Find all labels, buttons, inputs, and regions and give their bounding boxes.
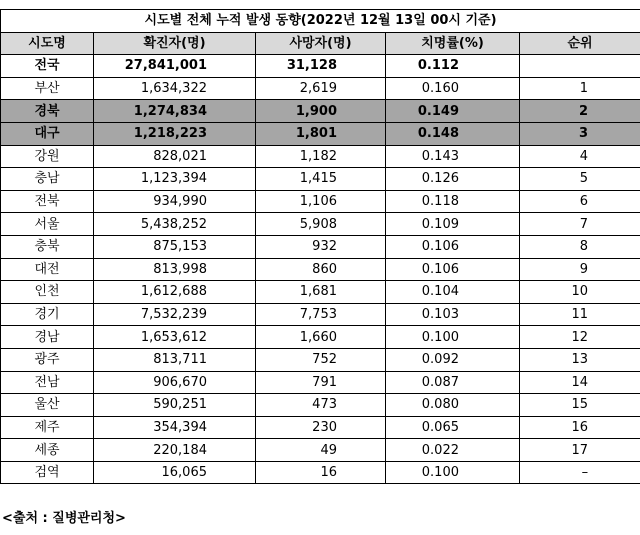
cell-region: 경북 bbox=[1, 100, 94, 123]
cell-deaths: 752 bbox=[256, 348, 386, 371]
cell-region: 경남 bbox=[1, 326, 94, 349]
cell-fatality: 0.065 bbox=[386, 416, 520, 439]
cell-rank: 12 bbox=[520, 326, 640, 349]
cell-region: 울산 bbox=[1, 394, 94, 417]
cell-deaths: 860 bbox=[256, 258, 386, 281]
cell-region: 제주 bbox=[1, 416, 94, 439]
cell-fatality: 0.160 bbox=[386, 77, 520, 100]
cell-fatality: 0.118 bbox=[386, 190, 520, 213]
cell-fatality: 0.087 bbox=[386, 371, 520, 394]
cell-deaths: 2,619 bbox=[256, 77, 386, 100]
cell-region: 충남 bbox=[1, 168, 94, 191]
title-row bbox=[1, 10, 640, 33]
cell-rank: 13 bbox=[520, 348, 640, 371]
cell-rank: 9 bbox=[520, 258, 640, 281]
table-row bbox=[1, 416, 640, 439]
cell-rank: 16 bbox=[520, 416, 640, 439]
cell-cases: 875,153 bbox=[94, 235, 256, 258]
cell-deaths: 230 bbox=[256, 416, 386, 439]
cell-rank: 10 bbox=[520, 281, 640, 304]
cell-region: 인천 bbox=[1, 281, 94, 304]
cell-cases: 1,218,223 bbox=[94, 122, 256, 145]
cell-fatality: 0.092 bbox=[386, 348, 520, 371]
table-title: 시도별 전체 누적 발생 동향(2022년 12월 13일 00시 기준) bbox=[1, 10, 640, 33]
cell-rank: 3 bbox=[520, 122, 640, 145]
table-row bbox=[1, 168, 640, 191]
table-row bbox=[1, 235, 640, 258]
column-header-region: 시도명 bbox=[1, 32, 94, 55]
cell-rank: 4 bbox=[520, 145, 640, 168]
cell-cases: 354,394 bbox=[94, 416, 256, 439]
cell-rank: 11 bbox=[520, 303, 640, 326]
cell-deaths: 791 bbox=[256, 371, 386, 394]
cell-cases: 1,612,688 bbox=[94, 281, 256, 304]
cell-cases: 1,274,834 bbox=[94, 100, 256, 123]
cell-region: 전국 bbox=[1, 55, 94, 78]
table-row bbox=[1, 258, 640, 281]
cell-fatality: 0.126 bbox=[386, 168, 520, 191]
cell-fatality: 0.080 bbox=[386, 394, 520, 417]
cell-rank: 2 bbox=[520, 100, 640, 123]
cell-deaths: 5,908 bbox=[256, 213, 386, 236]
cell-fatality: 0.149 bbox=[386, 100, 520, 123]
cell-cases: 5,438,252 bbox=[94, 213, 256, 236]
cell-deaths: 1,801 bbox=[256, 122, 386, 145]
cell-cases: 813,998 bbox=[94, 258, 256, 281]
column-header-fatality: 치명률(%) bbox=[386, 32, 520, 55]
table-row bbox=[1, 461, 640, 484]
cell-cases: 590,251 bbox=[94, 394, 256, 417]
cell-fatality: 0.100 bbox=[386, 461, 520, 484]
table-row bbox=[1, 77, 640, 100]
cell-fatality: 0.022 bbox=[386, 439, 520, 462]
cell-rank: 14 bbox=[520, 371, 640, 394]
cell-region: 전북 bbox=[1, 190, 94, 213]
cell-fatality: 0.112 bbox=[386, 55, 520, 78]
cell-deaths: 1,106 bbox=[256, 190, 386, 213]
cell-region: 검역 bbox=[1, 461, 94, 484]
table-row bbox=[1, 326, 640, 349]
cell-cases: 828,021 bbox=[94, 145, 256, 168]
source-note: <출처 : 질병관리청> bbox=[2, 511, 126, 526]
table-row bbox=[1, 371, 640, 394]
cell-deaths: 7,753 bbox=[256, 303, 386, 326]
cell-fatality: 0.148 bbox=[386, 122, 520, 145]
table-row bbox=[1, 122, 640, 145]
column-header-rank: 순위 bbox=[520, 32, 640, 55]
table-row bbox=[1, 100, 640, 123]
cell-fatality: 0.106 bbox=[386, 235, 520, 258]
cell-rank: 7 bbox=[520, 213, 640, 236]
cell-rank: 6 bbox=[520, 190, 640, 213]
cell-region: 대전 bbox=[1, 258, 94, 281]
cell-rank: 8 bbox=[520, 235, 640, 258]
cell-deaths: 1,681 bbox=[256, 281, 386, 304]
table-row bbox=[1, 439, 640, 462]
table-row bbox=[1, 145, 640, 168]
cell-deaths: 1,660 bbox=[256, 326, 386, 349]
column-header-deaths: 사망자(명) bbox=[256, 32, 386, 55]
cell-fatality: 0.109 bbox=[386, 213, 520, 236]
cell-rank: 5 bbox=[520, 168, 640, 191]
cell-fatality: 0.103 bbox=[386, 303, 520, 326]
cell-cases: 1,123,394 bbox=[94, 168, 256, 191]
table-row bbox=[1, 348, 640, 371]
cell-cases: 220,184 bbox=[94, 439, 256, 462]
cell-cases: 1,653,612 bbox=[94, 326, 256, 349]
cell-region: 광주 bbox=[1, 348, 94, 371]
cell-cases: 906,670 bbox=[94, 371, 256, 394]
cell-cases: 1,634,322 bbox=[94, 77, 256, 100]
cell-region: 부산 bbox=[1, 77, 94, 100]
cell-cases: 934,990 bbox=[94, 190, 256, 213]
cell-fatality: 0.100 bbox=[386, 326, 520, 349]
cell-deaths: 932 bbox=[256, 235, 386, 258]
cell-fatality: 0.143 bbox=[386, 145, 520, 168]
cell-region: 대구 bbox=[1, 122, 94, 145]
cell-cases: 27,841,001 bbox=[94, 55, 256, 78]
column-header-cases: 확진자(명) bbox=[94, 32, 256, 55]
cell-cases: 813,711 bbox=[94, 348, 256, 371]
table-row bbox=[1, 281, 640, 304]
table-row bbox=[1, 55, 640, 78]
cell-region: 경기 bbox=[1, 303, 94, 326]
table-row bbox=[1, 394, 640, 417]
cell-region: 세종 bbox=[1, 439, 94, 462]
header-row bbox=[1, 32, 640, 55]
cell-region: 강원 bbox=[1, 145, 94, 168]
cell-rank: – bbox=[520, 461, 640, 484]
table-row bbox=[1, 190, 640, 213]
cell-rank: 15 bbox=[520, 394, 640, 417]
cell-fatality: 0.106 bbox=[386, 258, 520, 281]
cell-fatality: 0.104 bbox=[386, 281, 520, 304]
cell-deaths: 1,900 bbox=[256, 100, 386, 123]
cell-deaths: 1,415 bbox=[256, 168, 386, 191]
cell-deaths: 16 bbox=[256, 461, 386, 484]
cell-cases: 16,065 bbox=[94, 461, 256, 484]
cell-deaths: 49 bbox=[256, 439, 386, 462]
cell-region: 충북 bbox=[1, 235, 94, 258]
cell-region: 서울 bbox=[1, 213, 94, 236]
cell-cases: 7,532,239 bbox=[94, 303, 256, 326]
cell-deaths: 1,182 bbox=[256, 145, 386, 168]
covid-stats-table bbox=[0, 9, 640, 484]
cell-rank: 17 bbox=[520, 439, 640, 462]
cell-deaths: 473 bbox=[256, 394, 386, 417]
cell-rank bbox=[520, 55, 640, 78]
table-row bbox=[1, 213, 640, 236]
table-row bbox=[1, 303, 640, 326]
cell-region: 전남 bbox=[1, 371, 94, 394]
cell-deaths: 31,128 bbox=[256, 55, 386, 78]
cell-rank: 1 bbox=[520, 77, 640, 100]
